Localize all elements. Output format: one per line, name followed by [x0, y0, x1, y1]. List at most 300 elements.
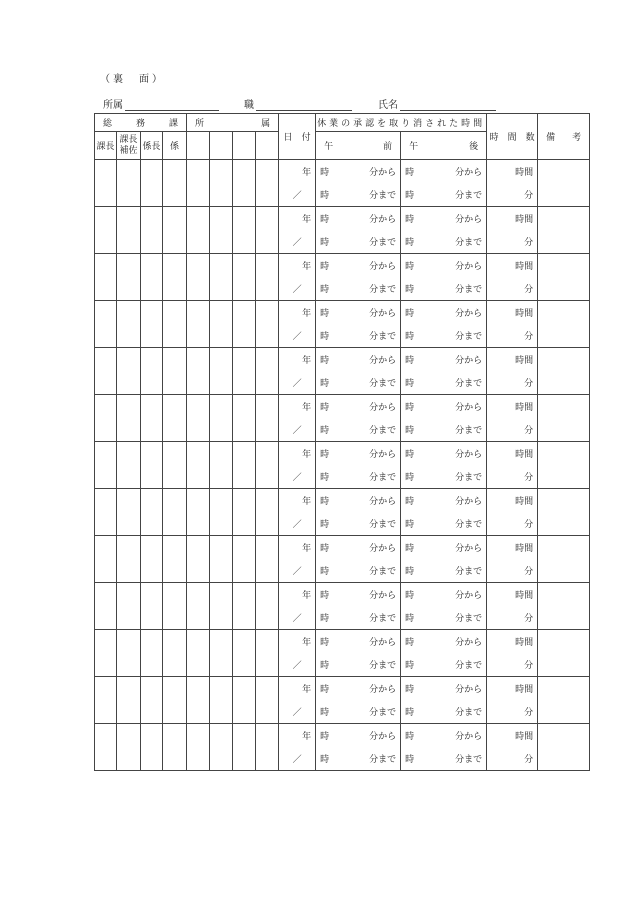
stamp-cell[interactable] [163, 348, 187, 395]
stamp-cell[interactable] [117, 160, 141, 207]
date-slash: ／ [292, 614, 302, 624]
stamp-cell[interactable] [117, 348, 141, 395]
table-row [95, 395, 590, 442]
stamp-cell[interactable] [163, 301, 187, 348]
am-time-cell[interactable] [316, 160, 401, 207]
hour-label: 時 [405, 332, 415, 342]
hour-label: 時 [405, 238, 415, 248]
stamp-cell[interactable] [233, 160, 256, 207]
hour-label: 時 [320, 544, 330, 554]
stamp-cell[interactable] [210, 348, 233, 395]
stamp-cell[interactable] [233, 724, 256, 771]
date-slash: ／ [292, 426, 302, 436]
stamp-cell[interactable] [117, 677, 141, 724]
hour-label: 時 [405, 685, 415, 695]
pm-time-cell[interactable] [401, 536, 487, 583]
hour-label: 時 [320, 497, 330, 507]
am-time-cell[interactable] [316, 630, 401, 677]
stamp-cell[interactable] [233, 489, 256, 536]
remarks-cell[interactable] [538, 348, 590, 395]
stamp-cell[interactable] [187, 254, 210, 301]
hour-label: 時 [405, 520, 415, 530]
affiliation-stamp-2 [210, 132, 233, 160]
stamp-cell[interactable] [117, 630, 141, 677]
hours-unit: 時間 [515, 215, 534, 225]
position-label: 職 [244, 100, 254, 111]
page-label: （裏 面） [100, 74, 165, 85]
until-label: 分まで [369, 191, 397, 201]
pm-header: 午 後 [401, 132, 487, 160]
stamp-cell[interactable] [210, 489, 233, 536]
am-time-cell[interactable] [316, 677, 401, 724]
am-time-cell[interactable] [316, 348, 401, 395]
stamp-cell[interactable] [233, 630, 256, 677]
hours-unit: 時間 [515, 356, 534, 366]
stamp-cell[interactable] [256, 160, 279, 207]
hours-cell[interactable] [487, 489, 538, 536]
stamp-cell[interactable] [117, 724, 141, 771]
stamp-cell[interactable] [210, 677, 233, 724]
stamp-cell[interactable] [95, 395, 117, 442]
hour-label: 時 [405, 638, 415, 648]
table-row [95, 489, 590, 536]
stamp-cell[interactable] [141, 442, 163, 489]
hour-label: 時 [405, 473, 415, 483]
pm-time-cell[interactable] [401, 583, 487, 630]
am-time-cell[interactable] [316, 489, 401, 536]
hour-label: 時 [320, 755, 330, 765]
hour-label: 時 [320, 285, 330, 295]
stamp-cell[interactable] [95, 677, 117, 724]
date-slash: ／ [292, 285, 302, 295]
stamp-cell[interactable] [163, 442, 187, 489]
hour-label: 時 [405, 497, 415, 507]
until-label: 分まで [369, 567, 397, 577]
am-time-cell[interactable] [316, 254, 401, 301]
name-field[interactable] [378, 96, 496, 111]
until-label: 分まで [455, 614, 483, 624]
hour-label: 時 [320, 591, 330, 601]
stamp-cell[interactable] [117, 207, 141, 254]
from-label: 分から [455, 309, 483, 319]
minutes-unit: 分 [524, 285, 534, 295]
date-cell[interactable] [279, 536, 316, 583]
hours-unit: 時間 [515, 497, 534, 507]
stamp-cell[interactable] [187, 489, 210, 536]
hours-cell[interactable] [487, 442, 538, 489]
stamp-cell[interactable] [117, 583, 141, 630]
stamp-cell[interactable] [141, 536, 163, 583]
hour-label: 時 [405, 309, 415, 319]
hour-label: 時 [320, 685, 330, 695]
from-label: 分から [455, 497, 483, 507]
hours-cell[interactable] [487, 207, 538, 254]
stamp-cell[interactable] [256, 301, 279, 348]
remarks-cell[interactable] [538, 724, 590, 771]
pm-time-cell[interactable] [401, 442, 487, 489]
remarks-cell[interactable] [538, 677, 590, 724]
from-label: 分から [455, 403, 483, 413]
hours-unit: 時間 [515, 168, 534, 178]
stamp-cell[interactable] [233, 677, 256, 724]
until-label: 分まで [369, 379, 397, 389]
hour-label: 時 [320, 332, 330, 342]
stamp-cell[interactable] [141, 724, 163, 771]
stamp-cell[interactable] [256, 348, 279, 395]
stamp-cell[interactable] [141, 630, 163, 677]
from-label: 分から [455, 262, 483, 272]
hours-cell[interactable] [487, 630, 538, 677]
until-label: 分まで [369, 473, 397, 483]
am-time-cell[interactable] [316, 301, 401, 348]
pm-time-cell[interactable] [401, 301, 487, 348]
pm-time-cell[interactable] [401, 254, 487, 301]
year-label: 年 [302, 309, 312, 319]
stamp-cell[interactable] [117, 442, 141, 489]
year-label: 年 [302, 168, 312, 178]
stamp-cell[interactable] [187, 301, 210, 348]
name-blank[interactable] [400, 100, 496, 111]
stamp-cell[interactable] [163, 630, 187, 677]
hour-label: 時 [405, 168, 415, 178]
table-row [95, 724, 590, 771]
stamp-cell[interactable] [233, 207, 256, 254]
stamp-cell[interactable] [210, 583, 233, 630]
stamp-cell[interactable] [256, 536, 279, 583]
hour-label: 時 [405, 262, 415, 272]
stamp-cell[interactable] [187, 536, 210, 583]
hours-cell[interactable] [487, 583, 538, 630]
hour-label: 時 [405, 567, 415, 577]
position-blank[interactable] [256, 100, 352, 111]
stamp-cell[interactable] [256, 207, 279, 254]
stamp-cell[interactable] [95, 583, 117, 630]
table-row [95, 348, 590, 395]
minutes-unit: 分 [524, 520, 534, 530]
from-label: 分から [455, 450, 483, 460]
year-label: 年 [302, 262, 312, 272]
minutes-unit: 分 [524, 661, 534, 671]
stamp-cell[interactable] [210, 207, 233, 254]
hour-label: 時 [320, 708, 330, 718]
hour-label: 時 [320, 426, 330, 436]
am-time-cell[interactable] [316, 395, 401, 442]
from-label: 分から [369, 356, 397, 366]
stamp-cell[interactable] [210, 254, 233, 301]
until-label: 分まで [369, 520, 397, 530]
remarks-cell[interactable] [538, 536, 590, 583]
hour-label: 時 [320, 215, 330, 225]
stamp-cell[interactable] [256, 724, 279, 771]
hour-label: 時 [320, 403, 330, 413]
until-label: 分まで [455, 567, 483, 577]
stamp-cell[interactable] [210, 160, 233, 207]
until-label: 分まで [369, 661, 397, 671]
hour-label: 時 [405, 285, 415, 295]
minutes-unit: 分 [524, 191, 534, 201]
hour-label: 時 [405, 426, 415, 436]
from-label: 分から [369, 403, 397, 413]
stamp-cell[interactable] [233, 301, 256, 348]
stamp-cell[interactable] [233, 536, 256, 583]
stamp-cell[interactable] [210, 630, 233, 677]
stamp-cell[interactable] [210, 536, 233, 583]
stamp-cell[interactable] [141, 489, 163, 536]
pm-time-cell[interactable] [401, 207, 487, 254]
stamp-cell[interactable] [210, 724, 233, 771]
until-label: 分まで [455, 708, 483, 718]
hour-label: 時 [320, 168, 330, 178]
general-affairs-header: 総 務 課 [95, 114, 187, 132]
date-cell[interactable] [279, 395, 316, 442]
year-label: 年 [302, 450, 312, 460]
stamp-cell[interactable] [163, 583, 187, 630]
stamp-cell[interactable] [141, 348, 163, 395]
stamp-cell[interactable] [117, 536, 141, 583]
table-row [95, 301, 590, 348]
from-label: 分から [455, 591, 483, 601]
stamp-cell[interactable] [141, 254, 163, 301]
stamp-cell[interactable] [187, 583, 210, 630]
stamp-cell[interactable] [117, 395, 141, 442]
stamp-cell[interactable] [233, 442, 256, 489]
stamp-cell[interactable] [187, 724, 210, 771]
hours-cell[interactable] [487, 301, 538, 348]
hours-unit: 時間 [515, 591, 534, 601]
stamp-cell[interactable] [163, 536, 187, 583]
stamp-cell[interactable] [141, 677, 163, 724]
am-time-cell[interactable] [316, 442, 401, 489]
from-label: 分から [455, 638, 483, 648]
stamp-cell[interactable] [256, 489, 279, 536]
hour-label: 時 [320, 356, 330, 366]
until-label: 分まで [455, 426, 483, 436]
date-slash: ／ [292, 379, 302, 389]
stamp-cell[interactable] [95, 348, 117, 395]
date-cell[interactable] [279, 207, 316, 254]
year-label: 年 [302, 356, 312, 366]
stamp-cell[interactable] [163, 395, 187, 442]
from-label: 分から [455, 168, 483, 178]
date-cell[interactable] [279, 254, 316, 301]
from-label: 分から [369, 544, 397, 554]
stamp-cell[interactable] [187, 677, 210, 724]
date-slash: ／ [292, 191, 302, 201]
remarks-cell[interactable] [538, 395, 590, 442]
stamp-cell[interactable] [187, 160, 210, 207]
stamp-cell[interactable] [233, 395, 256, 442]
stamp-cell[interactable] [141, 301, 163, 348]
year-label: 年 [302, 497, 312, 507]
pm-time-cell[interactable] [401, 160, 487, 207]
remarks-cell[interactable] [538, 442, 590, 489]
stamp-cell[interactable] [163, 724, 187, 771]
cancelled-time-header: 休業の承認を取り消された時間 [316, 114, 487, 132]
stamp-cell[interactable] [256, 395, 279, 442]
stamp-cell[interactable] [187, 348, 210, 395]
until-label: 分まで [455, 755, 483, 765]
minutes-unit: 分 [524, 379, 534, 389]
staff-header: 係 [163, 132, 187, 160]
from-label: 分から [369, 638, 397, 648]
minutes-unit: 分 [524, 332, 534, 342]
hour-label: 時 [320, 520, 330, 530]
stamp-cell[interactable] [141, 207, 163, 254]
hours-unit: 時間 [515, 732, 534, 742]
stamp-cell[interactable] [187, 207, 210, 254]
hours-cell[interactable] [487, 724, 538, 771]
from-label: 分から [455, 544, 483, 554]
hour-label: 時 [320, 567, 330, 577]
stamp-cell[interactable] [256, 677, 279, 724]
pm-time-cell[interactable] [401, 395, 487, 442]
stamp-cell[interactable] [256, 583, 279, 630]
stamp-cell[interactable] [95, 301, 117, 348]
table-row [95, 583, 590, 630]
stamp-cell[interactable] [117, 254, 141, 301]
stamp-cell[interactable] [256, 630, 279, 677]
affiliation-field[interactable] [103, 96, 219, 111]
stamp-cell[interactable] [117, 489, 141, 536]
year-label: 年 [302, 638, 312, 648]
stamp-cell[interactable] [163, 160, 187, 207]
date-cell[interactable] [279, 630, 316, 677]
date-slash: ／ [292, 567, 302, 577]
affiliation-blank[interactable] [125, 100, 219, 111]
until-label: 分まで [455, 379, 483, 389]
stamp-cell[interactable] [233, 254, 256, 301]
date-cell[interactable] [279, 442, 316, 489]
year-label: 年 [302, 544, 312, 554]
stamp-cell[interactable] [163, 677, 187, 724]
stamp-cell[interactable] [163, 207, 187, 254]
remarks-cell[interactable] [538, 489, 590, 536]
subsection-chief-header: 係長 [141, 132, 163, 160]
stamp-cell[interactable] [117, 301, 141, 348]
from-label: 分から [369, 168, 397, 178]
pm-time-cell[interactable] [401, 630, 487, 677]
stamp-cell[interactable] [95, 489, 117, 536]
stamp-cell[interactable] [141, 395, 163, 442]
hours-cell[interactable] [487, 254, 538, 301]
date-cell[interactable] [279, 489, 316, 536]
table-row [95, 442, 590, 489]
stamp-cell[interactable] [210, 395, 233, 442]
date-slash: ／ [292, 755, 302, 765]
hour-label: 時 [405, 544, 415, 554]
remarks-cell[interactable] [538, 160, 590, 207]
stamp-cell[interactable] [210, 442, 233, 489]
hour-label: 時 [405, 403, 415, 413]
date-cell[interactable] [279, 160, 316, 207]
pm-time-cell[interactable] [401, 348, 487, 395]
stamp-cell[interactable] [210, 301, 233, 348]
remarks-cell[interactable] [538, 583, 590, 630]
remarks-cell[interactable] [538, 630, 590, 677]
table-body [95, 160, 590, 771]
hours-cell[interactable] [487, 395, 538, 442]
hour-label: 時 [405, 356, 415, 366]
hour-label: 時 [405, 191, 415, 201]
minutes-unit: 分 [524, 238, 534, 248]
from-label: 分から [455, 356, 483, 366]
hour-label: 時 [405, 708, 415, 718]
stamp-cell[interactable] [95, 207, 117, 254]
date-cell[interactable] [279, 301, 316, 348]
hour-label: 時 [320, 262, 330, 272]
hours-unit: 時間 [515, 403, 534, 413]
date-cell[interactable] [279, 677, 316, 724]
am-time-cell[interactable] [316, 724, 401, 771]
from-label: 分から [455, 685, 483, 695]
am-time-cell[interactable] [316, 536, 401, 583]
stamp-cell[interactable] [95, 630, 117, 677]
stamp-cell[interactable] [95, 254, 117, 301]
until-label: 分まで [369, 708, 397, 718]
pm-time-cell[interactable] [401, 724, 487, 771]
hours-cell[interactable] [487, 677, 538, 724]
stamp-cell[interactable] [95, 442, 117, 489]
am-time-cell[interactable] [316, 583, 401, 630]
stamp-cell[interactable] [256, 254, 279, 301]
date-cell[interactable] [279, 348, 316, 395]
date-slash: ／ [292, 520, 302, 530]
stamp-cell[interactable] [187, 395, 210, 442]
stamp-cell[interactable] [233, 348, 256, 395]
stamp-cell[interactable] [187, 442, 210, 489]
from-label: 分から [369, 215, 397, 225]
stamp-cell[interactable] [187, 630, 210, 677]
remarks-cell[interactable] [538, 301, 590, 348]
hours-cell[interactable] [487, 160, 538, 207]
stamp-cell[interactable] [141, 160, 163, 207]
stamp-cell[interactable] [163, 254, 187, 301]
stamp-cell[interactable] [95, 160, 117, 207]
hours-cell[interactable] [487, 348, 538, 395]
until-label: 分まで [369, 426, 397, 436]
minutes-unit: 分 [524, 567, 534, 577]
stamp-cell[interactable] [256, 442, 279, 489]
section-chief-header: 課長 [95, 132, 117, 160]
position-field[interactable] [244, 96, 352, 111]
assistant-chief-header: 課長 補佐 [117, 132, 141, 160]
until-label: 分まで [455, 473, 483, 483]
affiliation-stamp-3 [233, 132, 256, 160]
date-slash: ／ [292, 332, 302, 342]
date-cell[interactable] [279, 724, 316, 771]
am-time-cell[interactable] [316, 207, 401, 254]
pm-time-cell[interactable] [401, 489, 487, 536]
remarks-cell[interactable] [538, 254, 590, 301]
cancellation-table [94, 113, 590, 771]
hour-label: 時 [405, 732, 415, 742]
stamp-cell[interactable] [95, 724, 117, 771]
table-row [95, 254, 590, 301]
pm-time-cell[interactable] [401, 677, 487, 724]
stamp-cell[interactable] [233, 583, 256, 630]
date-cell[interactable] [279, 583, 316, 630]
remarks-cell[interactable] [538, 207, 590, 254]
stamp-cell[interactable] [163, 489, 187, 536]
hours-cell[interactable] [487, 536, 538, 583]
date-slash: ／ [292, 473, 302, 483]
stamp-cell[interactable] [141, 583, 163, 630]
stamp-cell[interactable] [95, 536, 117, 583]
hour-label: 時 [320, 732, 330, 742]
table-row [95, 160, 590, 207]
date-header: 日 付 [279, 114, 316, 160]
until-label: 分まで [455, 332, 483, 342]
